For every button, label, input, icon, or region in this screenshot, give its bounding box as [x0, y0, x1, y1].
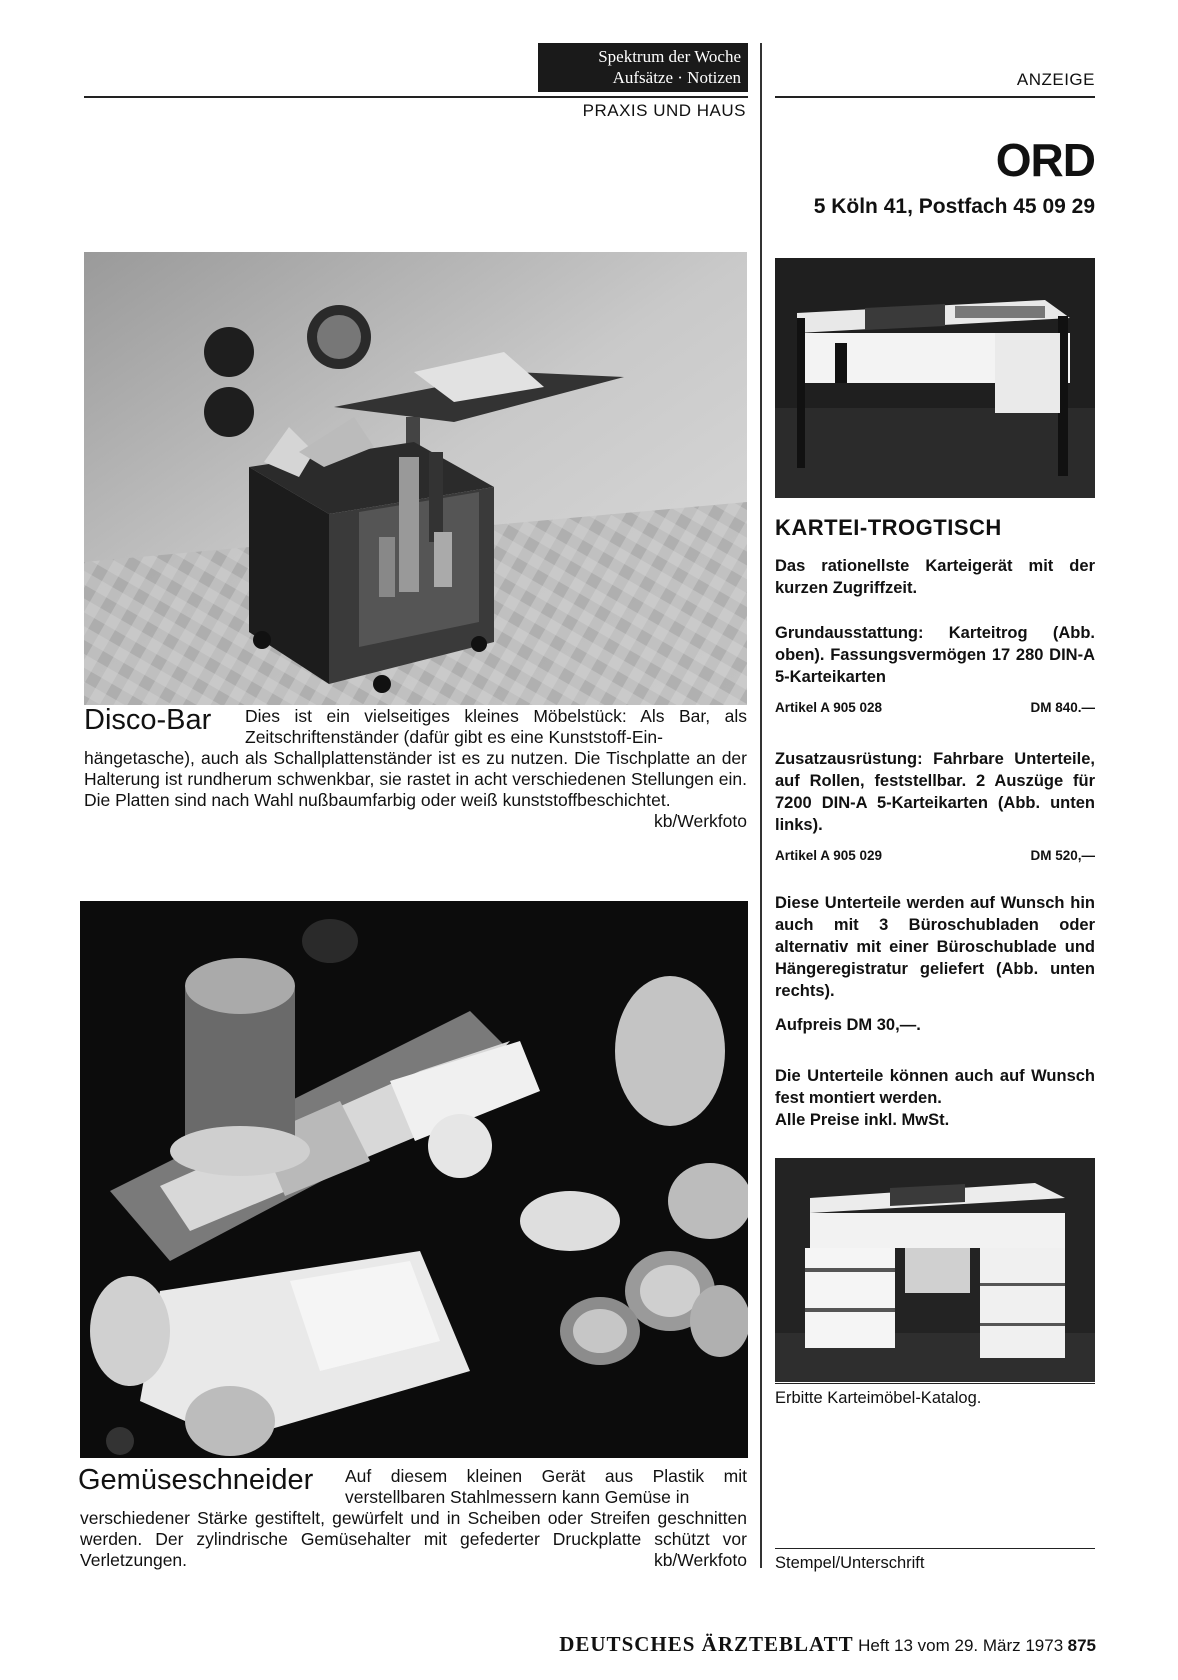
section-name: PRAXIS UND HAUS: [582, 101, 746, 120]
stamp-rule: [775, 1548, 1095, 1549]
ad-surcharge: Aufpreis DM 30,—.: [775, 1016, 921, 1034]
footer-magazine: DEUTSCHES ÄRZTEBLATT: [559, 1632, 854, 1656]
section-box-line1: Spektrum der Woche: [598, 47, 741, 66]
disco-bar-photo: [84, 252, 747, 705]
ad-article2-number: Artikel A 905 029: [775, 848, 883, 863]
article1-title: Disco-Bar: [84, 704, 212, 736]
article1-text-first: Dies ist ein vielseitiges kleines Möbelstück: Als Bar, als Zeitschriftenständer (dafür gibt es eine Kunststoff-Ein-: [245, 706, 747, 747]
ad-label: ANZEIGE: [1016, 70, 1095, 89]
ad-catalog-request: Erbitte Karteimöbel-Katalog.: [775, 1389, 982, 1407]
ad-product: KARTEI-TROGTISCH: [775, 515, 1002, 540]
desk-photo-top: [775, 258, 1095, 498]
section-box: [538, 43, 748, 92]
ad-brand: ORD: [995, 134, 1095, 186]
footer-page-number: 875: [1067, 1636, 1096, 1655]
ad-article1-price: DM 840.—: [1030, 700, 1095, 715]
article2-title: Gemüseschneider: [78, 1464, 314, 1496]
header-rule-left: [84, 96, 748, 98]
header-rule-right: [775, 96, 1095, 98]
ad-article1-number: Artikel A 905 028: [775, 700, 883, 715]
article2-text-rest: verschiedener Stärke gestiftelt, gewürfelt und in Scheiben oder Streifen geschnitten werden. Der zylindrische Gemüsehalter mit gefederter Druckplatte schützt vor Verletzungen.: [80, 1508, 747, 1570]
article1-credit: kb/Werkfoto: [653, 811, 747, 831]
catalog-rule: [775, 1383, 1095, 1384]
ad-stamp-signature: Stempel/Unterschrift: [775, 1554, 925, 1572]
footer-issue: Heft 13 vom 29. März 1973: [858, 1636, 1064, 1655]
ad-vat: Alle Preise inkl. MwSt.: [775, 1111, 950, 1129]
ad-extra-equipment: Zusatzausrüstung: Fahrbare Unterteile, auf Rollen, feststellbar. 2 Auszüge für 7200 DIN-A 5-Karteikarten (Abb. unten links).: [775, 750, 1095, 834]
desk-photo-bottom: [775, 1158, 1095, 1382]
ad-base-equipment: Grundausstattung: Karteitrog (Abb. oben). Fassungsvermögen 17 280 DIN-A 5-Karteikarten: [775, 624, 1095, 686]
column-divider: [760, 43, 762, 1568]
article2-credit: kb/Werkfoto: [653, 1550, 747, 1570]
ad-article2-price: DM 520,—: [1030, 848, 1095, 863]
footer: [330, 1632, 1096, 1657]
vegetable-cutter-photo: [80, 901, 748, 1458]
ad-fixed-mount: Die Unterteile können auch auf Wunsch fest montiert werden.: [775, 1067, 1095, 1107]
ad-drawer-options: Diese Unterteile werden auf Wunsch hin auch mit 3 Büroschubladen oder alternativ mit einer Büroschublade und Hängeregistratur geliefert (Abb. unten rechts).: [775, 894, 1095, 1000]
ad-address: 5 Köln 41, Postfach 45 09 29: [813, 195, 1095, 218]
ad-tagline: Das rationellste Karteigerät mit der kurzen Zugriffzeit.: [775, 557, 1095, 597]
section-box-line2: Aufsätze · Notizen: [612, 68, 741, 87]
article1-text-rest: hängetasche), auch als Schallplattenständer ist es zu nutzen. Die Tischplatte an der Halterung ist rundherum schwenkbar, sie rastet in acht verschiedenen Stellungen ein. Die Platten sind nach Wahl nußbaumfarbig oder weiß kunststoffbeschichtet.: [84, 748, 747, 810]
article2-text-first: Auf diesem kleinen Gerät aus Plastik mit verstellbaren Stahlmessern kann Gemüse in: [345, 1466, 747, 1507]
